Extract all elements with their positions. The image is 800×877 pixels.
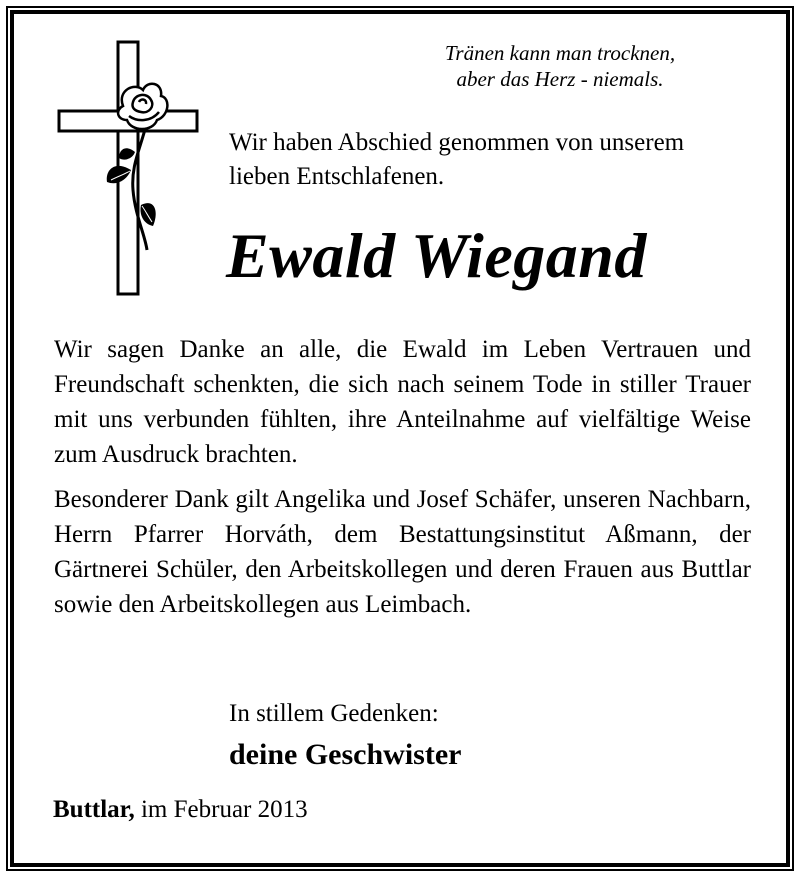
intro-line-1: Wir haben Abschied genommen von unserem [229, 129, 685, 156]
cross-with-rose-icon [55, 40, 205, 300]
place: Buttlar, [53, 796, 135, 823]
intro-line-2: lieben Entschlafenen. [229, 163, 445, 190]
signers: deine Geschwister [229, 738, 462, 771]
motto-line-1: Tränen kann man trocknen, [444, 41, 676, 65]
date: im Februar 2013 [140, 796, 308, 823]
motto-line-2: aber das Herz - niemals. [456, 67, 664, 91]
intro-text [229, 126, 769, 194]
special-thanks-paragraph: Besonderer Dank gilt Angelika und Josef Schäfer, unseren Nachbarn, Herrn Pfarrer Horváth, dem Bestattungsinstitut Aßmann, der Gärtnerei Schüler, den Arbeitskollegen und deren Frauen aus Buttlar sowie den Arbeitskollegen aus Leimbach. [54, 486, 751, 618]
place-date [53, 793, 308, 827]
thanks-paragraph: Wir sagen Danke an alle, die Ewald im Leben Vertrauen und Freundschaft schenkten, die sich nach seinem Tode in stiller Trauer mit uns verbunden fühlten, ihre Anteilnahme auf vielfältige Weise zum Ausdruck brachten. [54, 336, 751, 468]
deceased-name: Ewald Wiegand [226, 220, 647, 291]
closing-phrase: In stillem Gedenken: [229, 700, 439, 727]
motto [400, 40, 720, 92]
